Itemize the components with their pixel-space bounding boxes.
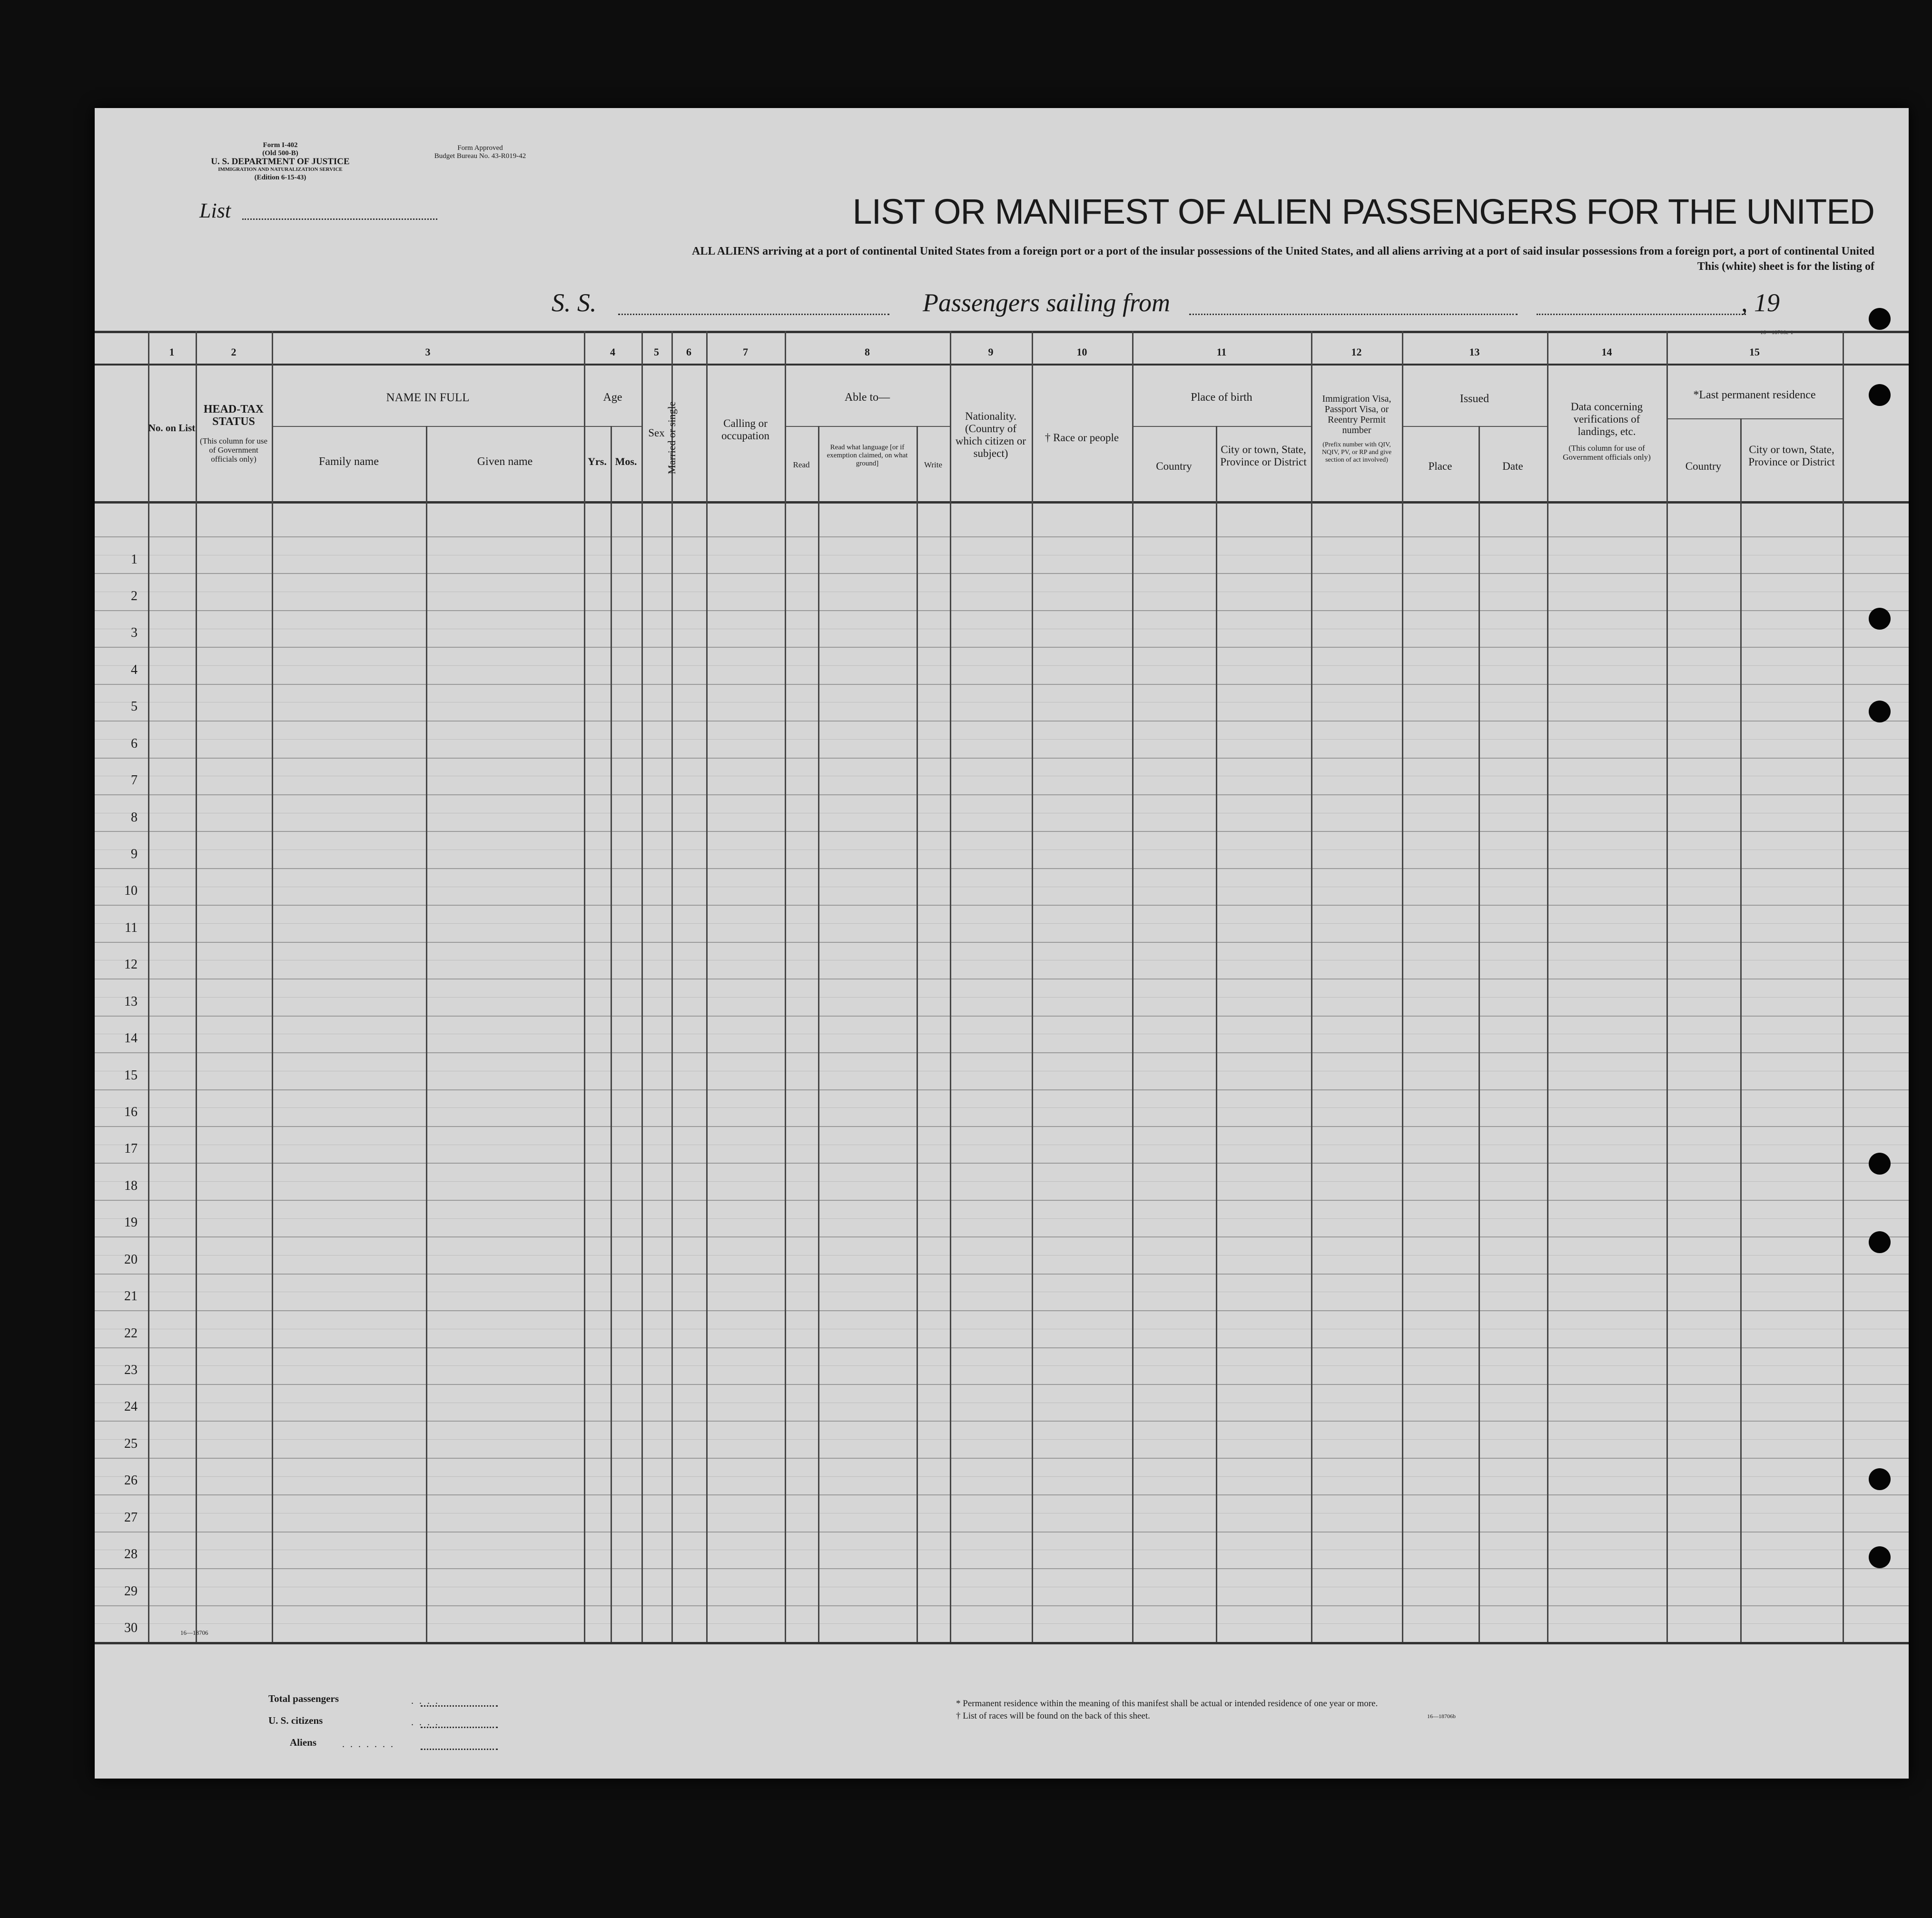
footnote-code: 16—18706b: [1427, 1713, 1456, 1720]
col-divider-2: [196, 331, 197, 1642]
bottom-code: 16—18706: [180, 1629, 208, 1636]
row-number: 10: [124, 883, 138, 898]
row-number: 2: [131, 589, 138, 603]
row-rule: [95, 758, 1909, 759]
header-write: Write: [924, 460, 943, 469]
row-number: 24: [124, 1399, 138, 1414]
col-divider-11: [1132, 331, 1134, 1642]
instructions-line-2: This (white) sheet is for the listing of: [1697, 260, 1874, 273]
sailing-date-field[interactable]: [1537, 314, 1746, 315]
colnum-5: 5: [654, 346, 659, 358]
row-subrule: [95, 997, 1909, 998]
header-yrs: Yrs.: [588, 455, 607, 467]
col-divider-5: [641, 331, 643, 1642]
colnum-15: 15: [1749, 346, 1760, 358]
row-number: 16: [124, 1105, 138, 1119]
row-rule: [95, 1089, 1909, 1090]
header-landings-note: (This column for use of Government officials only): [1563, 444, 1651, 462]
row-rule: [95, 536, 1909, 537]
row-rule: [95, 647, 1909, 648]
footnote-permanent: * Permanent residence within the meaning of this manifest shall be actual or intended residence of one year or more.: [956, 1699, 1378, 1709]
punch-hole: [1869, 1231, 1891, 1253]
row-subrule: [95, 1623, 1909, 1624]
row-rule: [95, 868, 1909, 869]
us-citizens-field[interactable]: [421, 1727, 498, 1728]
row-rule: [95, 610, 1909, 611]
punch-hole: [1869, 384, 1891, 406]
row-rule: [95, 1568, 1909, 1569]
us-citizens-label: U. S. citizens: [268, 1715, 323, 1726]
col-divider-7: [706, 331, 708, 1642]
row-subrule: [95, 1218, 1909, 1219]
footnote-races: † List of races will be found on the back of this sheet.: [956, 1711, 1150, 1721]
row-number: 13: [124, 994, 138, 1009]
colnum-rule: [95, 364, 1909, 366]
row-number: 21: [124, 1289, 138, 1304]
row-rule: [95, 1126, 1909, 1127]
table-top-rule: [95, 331, 1909, 333]
row-number: 15: [124, 1068, 138, 1083]
colnum-14: 14: [1601, 346, 1612, 358]
header-visa-note: (Prefix number with QIV, NQIV, PV, or RP and give section of act involved): [1321, 441, 1392, 464]
colnum-8: 8: [865, 346, 870, 358]
ss-label: S. S.: [552, 288, 597, 317]
row-number: 17: [124, 1141, 138, 1156]
row-subrule: [95, 1255, 1909, 1256]
header-mos: Mos.: [615, 455, 637, 467]
row-number: 7: [131, 773, 138, 788]
punch-hole: [1869, 308, 1891, 330]
department: U. S. DEPARTMENT OF JUSTICE: [211, 157, 350, 167]
header-read-language: Read what language [or if exemption claimed, on what ground]: [827, 444, 908, 467]
sailing-label: Passengers sailing from: [923, 288, 1171, 317]
punch-hole: [1869, 1153, 1891, 1175]
row-rule: [95, 1347, 1909, 1348]
row-rule: [95, 573, 1909, 574]
colnum-9: 9: [988, 346, 994, 358]
col-divider-8: [785, 331, 786, 1642]
header-head-tax-note: (This column for use of Government officials only): [199, 436, 268, 464]
manifest-sheet: [95, 108, 1909, 1779]
row-number: 9: [131, 847, 138, 861]
row-number: 18: [124, 1178, 138, 1193]
row-rule: [95, 794, 1909, 795]
header-visa: Immigration Visa, Passport Visa, or Reentry Permit number: [1322, 394, 1391, 435]
row-number: 23: [124, 1363, 138, 1377]
row-number: 26: [124, 1473, 138, 1488]
row-rule: [95, 1274, 1909, 1275]
row-rule: [95, 1605, 1909, 1606]
old-form-number: (Old 500-B): [262, 149, 298, 157]
header-sex: Sex: [648, 427, 665, 439]
header-place-of-birth: Place of birth: [1191, 391, 1252, 404]
row-subrule: [95, 923, 1909, 924]
colnum-12: 12: [1351, 346, 1362, 358]
row-rule: [95, 1052, 1909, 1053]
edition: (Edition 6-15-43): [254, 174, 306, 181]
row-number: 22: [124, 1326, 138, 1341]
row-number: 30: [124, 1621, 138, 1635]
col-divider-14: [1547, 331, 1548, 1642]
row-subrule: [95, 1181, 1909, 1182]
header-age: Age: [603, 391, 622, 404]
residence-subrule: [1666, 418, 1843, 419]
row-rule: [95, 1236, 1909, 1237]
header-able-to: Able to—: [844, 391, 890, 404]
aliens-label: Aliens: [290, 1737, 317, 1748]
colnum-6: 6: [686, 346, 691, 358]
birth-subrule: [1132, 426, 1311, 427]
col-divider-15: [1666, 331, 1668, 1642]
header-name-in-full: NAME IN FULL: [386, 391, 470, 404]
col-divider-15b: [1740, 418, 1742, 1642]
list-label: List: [199, 199, 231, 222]
row-rule: [95, 905, 1909, 906]
punch-hole: [1869, 701, 1891, 722]
colnum-1: 1: [169, 346, 175, 358]
header-res-country: Country: [1685, 460, 1722, 472]
header-issued-place: Place: [1428, 460, 1452, 472]
row-subrule: [95, 1476, 1909, 1477]
row-number: 3: [131, 625, 138, 640]
col-divider-3: [272, 331, 273, 1642]
header-read: Read: [793, 460, 810, 469]
issued-subrule: [1402, 426, 1547, 427]
total-passengers-dots: ....: [411, 1696, 444, 1706]
row-rule: [95, 1016, 1909, 1017]
col-divider-4b: [611, 426, 612, 1642]
row-rule: [95, 942, 1909, 943]
total-passengers-field[interactable]: [421, 1705, 498, 1707]
header-res-city: City or town, State, Province or District: [1748, 444, 1835, 468]
ss-field[interactable]: [618, 314, 889, 315]
page-title: LIST OR MANIFEST OF ALIEN PASSENGERS FOR THE UNITED: [852, 192, 1874, 231]
colnum-11: 11: [1216, 346, 1227, 358]
sailing-port-field[interactable]: [1189, 314, 1518, 315]
row-rule: [95, 1310, 1909, 1311]
row-number: 12: [124, 957, 138, 972]
name-subrule: [272, 426, 584, 427]
row-rule: [95, 721, 1909, 722]
punch-hole: [1869, 608, 1891, 630]
header-family-name: Family name: [319, 455, 379, 468]
row-rule: [95, 831, 1909, 832]
row-number: 29: [124, 1584, 138, 1599]
form-approved: Form Approved: [457, 144, 503, 152]
col-divider-8c: [917, 426, 918, 1642]
row-number: 6: [131, 736, 138, 751]
row-subrule: [95, 1439, 1909, 1440]
colnum-2: 2: [231, 346, 237, 358]
colnum-13: 13: [1469, 346, 1480, 358]
header-calling: Calling or occupation: [721, 417, 769, 442]
row-rule: [95, 684, 1909, 685]
age-subrule: [584, 426, 641, 427]
row-subrule: [95, 739, 1909, 740]
col-divider-9: [950, 331, 951, 1642]
row-rule: [95, 1458, 1909, 1459]
header-last-residence: *Last permanent residence: [1693, 389, 1816, 401]
row-number: 14: [124, 1031, 138, 1046]
row-number: 11: [125, 920, 138, 935]
col-divider-6: [671, 331, 673, 1642]
col-divider-8b: [818, 426, 819, 1642]
header-married: Married or single: [666, 401, 678, 475]
col-divider-13: [1402, 331, 1403, 1642]
punch-hole: [1869, 1468, 1891, 1490]
row-number: 4: [131, 662, 138, 677]
col-divider-11b: [1216, 426, 1217, 1642]
header-no-on-list: No. on List: [148, 422, 196, 434]
col-divider-12: [1311, 331, 1312, 1642]
form-meta: [176, 141, 385, 182]
aliens-dots: .......: [342, 1739, 399, 1750]
table-bottom-rule: [95, 1642, 1909, 1644]
header-landings: Data concerning verifications of landings, etc.: [1570, 401, 1643, 437]
header-nationality: Nationality. (Country of which citizen or subject): [955, 410, 1026, 459]
row-rule: [95, 1200, 1909, 1201]
service-name: IMMIGRATION AND NATURALIZATION SERVICE: [218, 167, 343, 172]
colnum-4: 4: [610, 346, 615, 358]
colnum-7: 7: [743, 346, 748, 358]
budget-approval: [399, 144, 561, 160]
row-subrule: [95, 1107, 1909, 1108]
aliens-field[interactable]: [421, 1749, 498, 1750]
header-race: † Race or people: [1045, 432, 1119, 444]
list-field[interactable]: [242, 218, 437, 220]
able-subrule: [785, 426, 950, 427]
col-divider-10: [1032, 331, 1033, 1642]
row-number: 19: [124, 1215, 138, 1230]
row-number: 27: [124, 1510, 138, 1525]
year-label: , 19: [1741, 288, 1780, 317]
header-birth-city: City or town, State, Province or District: [1220, 444, 1307, 468]
row-number: 5: [131, 699, 138, 714]
header-issued: Issued: [1459, 393, 1489, 405]
header-given-name: Given name: [477, 455, 533, 468]
col-divider-1: [148, 331, 149, 1642]
header-head-tax: HEAD-TAX STATUS: [203, 403, 264, 428]
us-citizens-dots: ....: [411, 1717, 444, 1728]
row-subrule: [95, 665, 1909, 666]
row-number: 20: [124, 1252, 138, 1267]
row-number: 1: [131, 552, 138, 567]
row-rule: [95, 1494, 1909, 1495]
total-passengers-label: Total passengers: [268, 1693, 339, 1704]
row-number: 25: [124, 1436, 138, 1451]
col-divider-3b: [426, 426, 427, 1642]
budget-number: Budget Bureau No. 43-R019-42: [434, 152, 526, 160]
col-divider-4: [584, 331, 585, 1642]
form-number: Form I-402: [263, 141, 298, 149]
header-birth-country: Country: [1156, 460, 1192, 472]
colnum-3: 3: [425, 346, 431, 358]
row-rule: [95, 1163, 1909, 1164]
colnum-10: 10: [1076, 346, 1087, 358]
col-divider-13b: [1479, 426, 1480, 1642]
row-rule: [95, 1384, 1909, 1385]
header-issued-date: Date: [1502, 460, 1523, 472]
col-divider-16: [1843, 331, 1844, 1642]
row-number: 8: [131, 810, 138, 825]
instructions-line-1: ALL ALIENS arriving at a port of continental United States from a foreign port or a port of the insular possessions of the United States, and all aliens arriving at a port of said insular possessions from a foreign port, a port of continental United: [692, 245, 1874, 257]
row-rule: [95, 1421, 1909, 1422]
header-bottom-rule: [95, 501, 1909, 504]
row-number: 28: [124, 1547, 138, 1562]
punch-hole: [1869, 1546, 1891, 1568]
row-subrule: [95, 1365, 1909, 1366]
